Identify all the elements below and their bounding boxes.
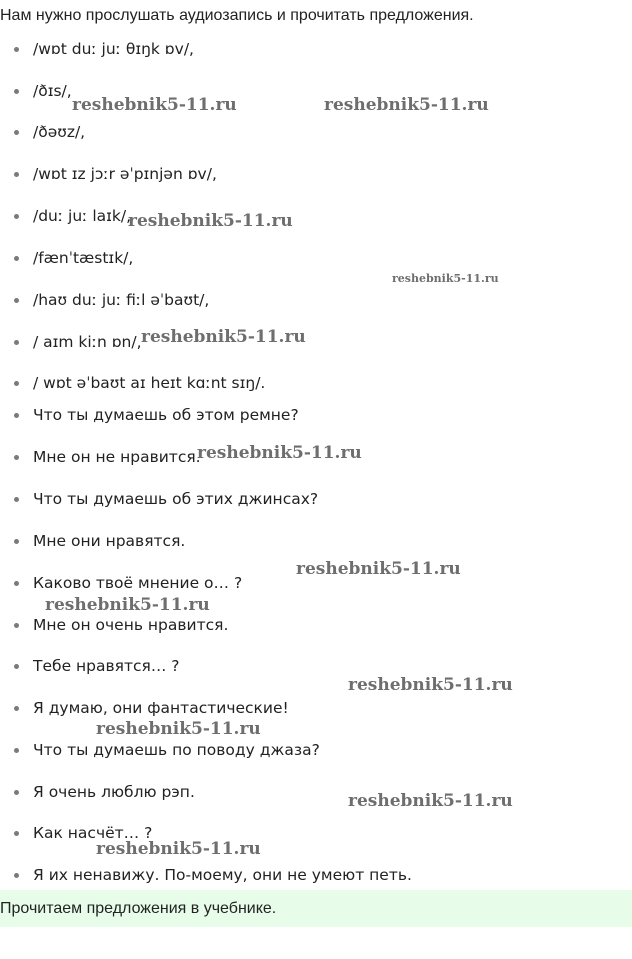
- list-item-text: Тебе нравятся… ?: [33, 657, 180, 675]
- bullet-icon: [14, 706, 19, 711]
- list-item-text: Каково твоё мнение о… ?: [33, 574, 243, 592]
- watermark: reshebnik5-11.ru: [348, 791, 513, 811]
- list-item-text: / aɪm kiːn ɒn/,: [33, 333, 142, 351]
- watermark: reshebnik5-11.ru: [96, 719, 261, 739]
- list-item: [14, 205, 131, 227]
- watermark: reshebnik5-11.ru: [324, 95, 489, 115]
- list-item: [14, 289, 209, 311]
- bullet-icon: [14, 47, 19, 52]
- bullet-icon: [14, 340, 19, 345]
- list-item: [14, 864, 412, 886]
- list-item-text: Я очень люблю рэп.: [33, 783, 195, 801]
- bullet-icon: [14, 581, 19, 586]
- bullet-icon: [14, 497, 19, 502]
- list-item-text: /fænˈtæstɪk/,: [33, 249, 134, 267]
- bullet-icon: [14, 413, 19, 418]
- bullet-icon: [14, 790, 19, 795]
- list-item-text: /duː juː laɪk/,: [33, 207, 132, 225]
- bullet-icon: [14, 381, 19, 386]
- list-item: [14, 572, 242, 594]
- bullet-icon: [14, 831, 19, 836]
- watermark: reshebnik5-11.ru: [72, 95, 237, 115]
- list-item-text: /ðəʊz/,: [33, 123, 86, 141]
- list-item: [14, 655, 180, 677]
- list-item: [14, 697, 289, 719]
- bullet-icon: [14, 256, 19, 261]
- list-item: [14, 80, 72, 102]
- bullet-icon: [14, 873, 19, 878]
- list-item: [14, 446, 201, 468]
- list-item-text: Что ты думаешь об этом ремне?: [33, 406, 299, 424]
- bullet-icon: [14, 455, 19, 460]
- list-item-text: /ðɪs/,: [33, 82, 72, 100]
- list-item-text: Мне он не нравится.: [33, 448, 201, 466]
- bullet-icon: [14, 89, 19, 94]
- list-item: [14, 614, 228, 636]
- list-item-text: /wɒt ɪz jɔːr əˈpɪnjən ɒv/,: [33, 165, 217, 183]
- list-item-text: Что ты думаешь по поводу джаза?: [33, 741, 320, 759]
- bullet-icon: [14, 130, 19, 135]
- intro-text: Нам нужно прослушать аудиозапись и прочитать предложения.: [0, 7, 474, 24]
- list-item-text: Как насчёт… ?: [33, 824, 153, 842]
- watermark: reshebnik5-11.ru: [128, 211, 293, 231]
- list-item: [14, 38, 194, 60]
- list-item-text: /wɒt duː juː θɪŋk ɒv/,: [33, 40, 194, 58]
- footer-note: [0, 890, 632, 927]
- bullet-icon: [14, 748, 19, 753]
- list-item: [14, 163, 217, 185]
- watermark: reshebnik5-11.ru: [96, 839, 261, 859]
- watermark: reshebnik5-11.ru: [197, 443, 362, 463]
- list-item-text: Я думаю, они фантастические!: [33, 699, 289, 717]
- bullet-icon: [14, 539, 19, 544]
- list-item: [14, 488, 318, 510]
- bullet-icon: [14, 172, 19, 177]
- bullet-icon: [14, 298, 19, 303]
- watermark: reshebnik5-11.ru: [392, 272, 499, 285]
- watermark: reshebnik5-11.ru: [296, 559, 461, 579]
- list-item-text: / wɒt əˈbaʊt aɪ heɪt kɑːnt sɪŋ/.: [33, 374, 266, 392]
- bullet-icon: [14, 664, 19, 669]
- bullet-icon: [14, 214, 19, 219]
- list-item: [14, 331, 142, 353]
- list-item-text: /haʊ duː juː fiːl əˈbaʊt/,: [33, 291, 210, 309]
- list-item: [14, 530, 185, 552]
- list-item-text: Я их ненавижу. По-моему, они не умеют петь.: [33, 866, 412, 884]
- list-item: [14, 121, 85, 143]
- list-item: [14, 781, 195, 803]
- list-item-text: Мне они нравятся.: [33, 532, 186, 550]
- bullet-icon: [14, 623, 19, 628]
- list-item: [14, 822, 152, 844]
- watermark: reshebnik5-11.ru: [141, 327, 306, 347]
- watermark: reshebnik5-11.ru: [348, 675, 513, 695]
- list-item: [14, 404, 299, 426]
- watermark: reshebnik5-11.ru: [45, 595, 210, 615]
- list-item-text: Что ты думаешь об этих джинсах?: [33, 490, 319, 508]
- footer-text: Прочитаем предложения в учебнике.: [0, 900, 277, 917]
- list-item: [14, 739, 320, 761]
- list-item-text: Мне он очень нравится.: [33, 616, 229, 634]
- list-item: [14, 247, 133, 269]
- list-item: [14, 372, 265, 394]
